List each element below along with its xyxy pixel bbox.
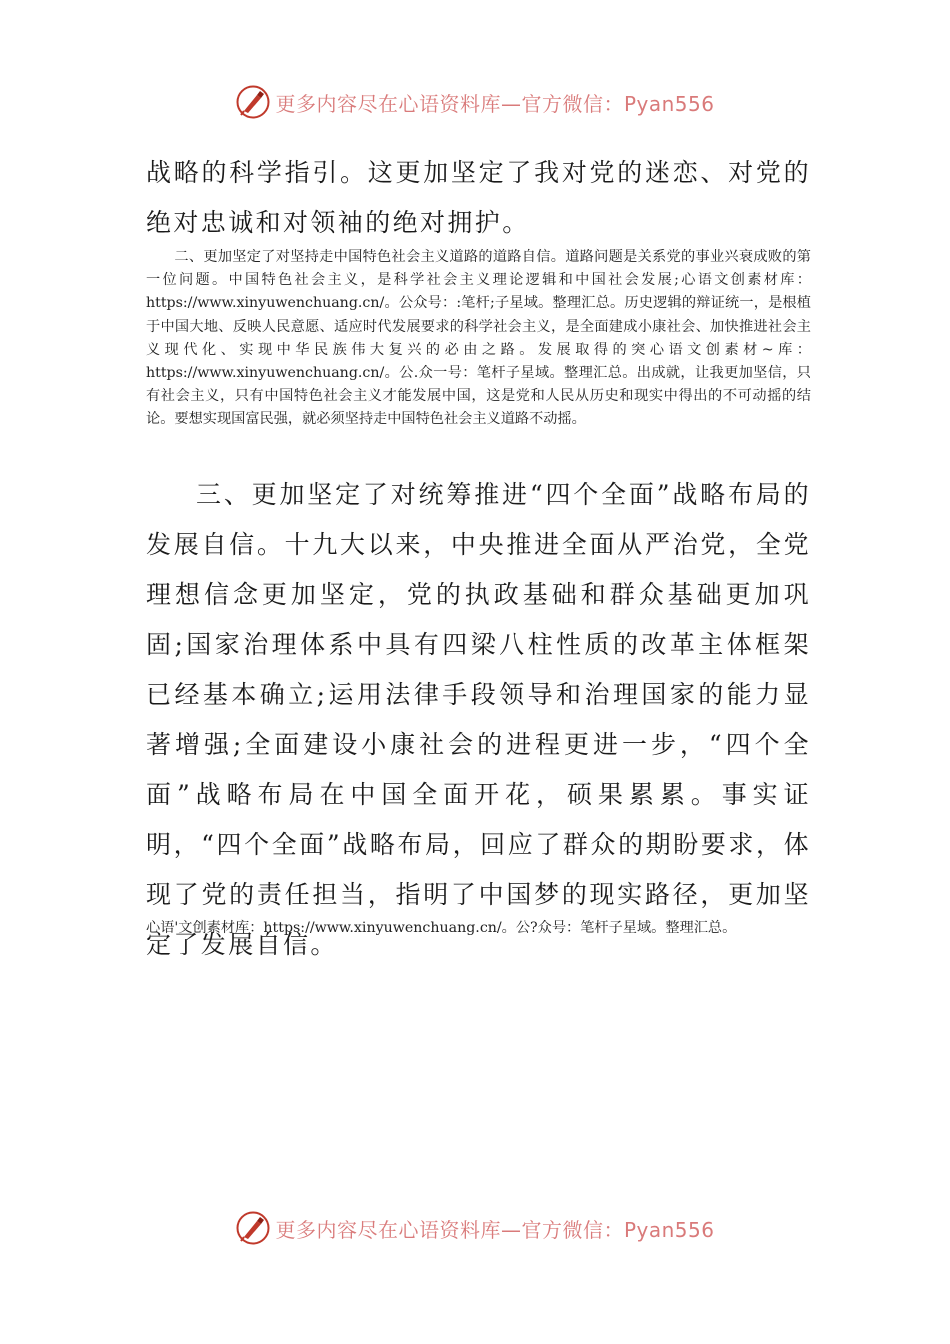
pen-nib-icon	[235, 84, 271, 120]
footer-banner-text: 更多内容尽在心语资料库—官方微信：Pyan556	[275, 1217, 715, 1242]
paragraph-four-comprehensives: 三、更加坚定了对统筹推进“四个全面”战略布局的发展自信。十九大以来，中央推进全面从严治党，全党理想信念更加坚定，党的执政基础和群众基础更加巩固;国家治理体系中具有四梁八柱性质的改革主体框架已经基本确立;运用法律手段领导和治理国家的能力显著增强;全面建设小康社会的进程更进一步，“四个全面”战略布局在中国全面开花，硕果累累。事实证明，“四个全面”战略布局，回应了群众的期盼要求，体现了党的责任担当，指明了中国梦的现实路径，更加坚定了发展自信。	[146, 480, 811, 959]
pen-nib-icon	[235, 1210, 271, 1246]
footer-banner	[0, 1208, 950, 1248]
paragraph-road-confidence: 二、更加坚定了对坚持走中国特色社会主义道路的道路自信。道路问题是关系党的事业兴衰成败的第一位问题。中国特色社会主义，是科学社会主义理论逻辑和中国社会发展;心语文创素材库：https://www.xinyuwenchuang.cn/。公众号：:笔杆;子星域。整理汇总。历史逻辑的辩证统一，是根植于中国大地、反映人民意愿、适应时代发展要求的科学社会主义，是全面建成小康社会、加快推进社会主义现代化、实现中华民族伟大复兴的必由之路。发展取得的突心语文创素材~库：https://www.xinyuwenchuang.cn/。公.众一号：笔杆子星域。整理汇总。出成就，让我更加坚信，只有社会主义，只有中国特色社会主义才能发展中国，这是党和人民从历史和现实中得出的不可动摇的结论。要想实现国富民强，就必须坚持走中国特色社会主义道路不动摇。	[146, 249, 811, 428]
header-banner	[0, 82, 950, 122]
paragraph-continuation: 战略的科学指引。这更加坚定了我对党的迷恋、对党的绝对忠诚和对领袖的绝对拥护。	[146, 158, 811, 237]
source-note: 心语'文创素材库：https://www.xinyuwenchuang.cn/。公?众号：笔杆子星域。整理汇总。	[146, 920, 737, 936]
header-banner-text: 更多内容尽在心语资料库—官方微信：Pyan556	[275, 91, 715, 116]
